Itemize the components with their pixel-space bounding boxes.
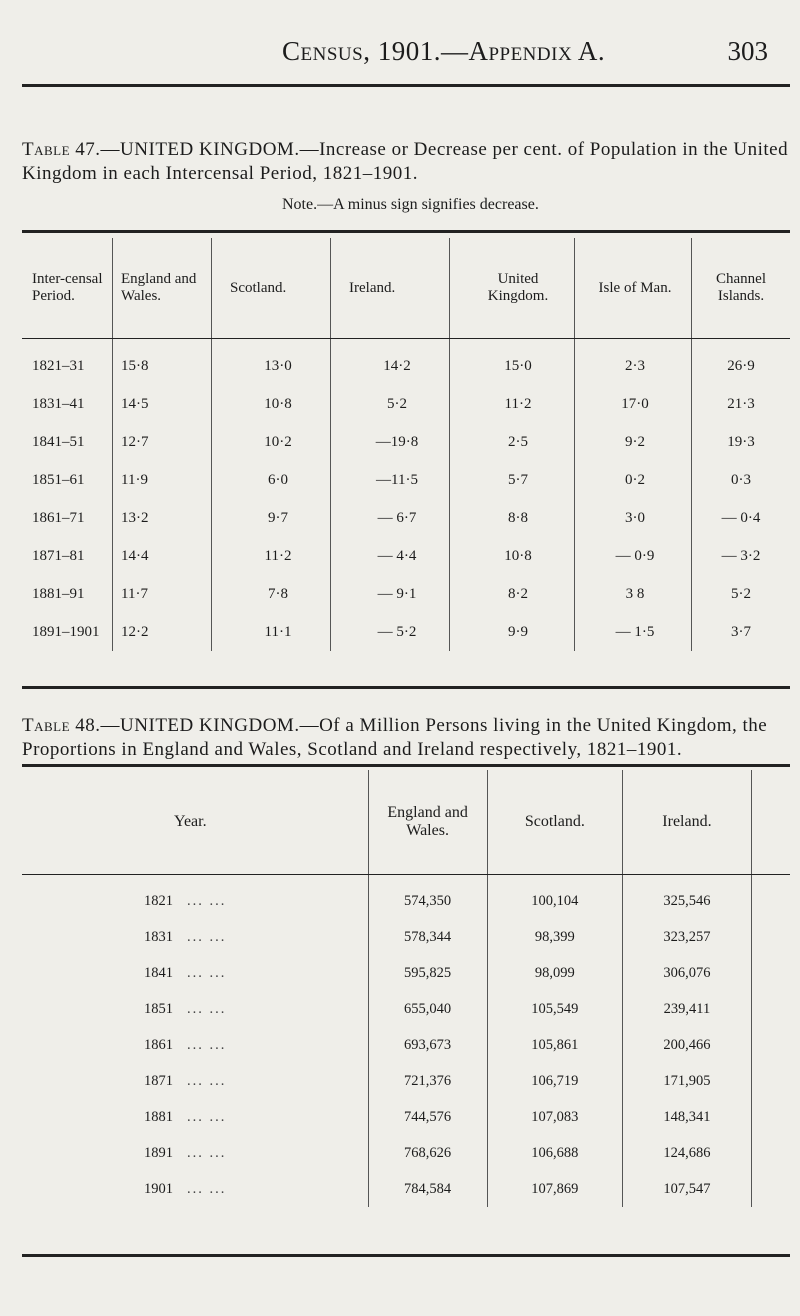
value-cell: 124,686	[623, 1135, 752, 1171]
value-cell: 9·2	[575, 423, 692, 461]
year-value: 1831	[144, 928, 173, 945]
table-row	[22, 339, 790, 386]
year-value: 1871	[144, 1072, 173, 1089]
table48-label: Table 48.—	[22, 715, 121, 736]
value-cell: —19·8	[331, 423, 450, 461]
value-cell: 14·4	[113, 537, 212, 575]
value-cell: 768,626	[368, 1135, 487, 1171]
year-cell	[22, 1135, 368, 1171]
value-cell: 105,549	[487, 991, 623, 1027]
col-header: Scotland.	[487, 770, 623, 875]
value-cell: 12·7	[113, 423, 212, 461]
value-cell: 11·7	[113, 575, 212, 613]
value-cell: 105,861	[487, 1027, 623, 1063]
value-cell: 325,546	[623, 875, 752, 920]
table47-label: Table 47.—	[22, 139, 121, 160]
value-cell: — 5·2	[331, 613, 450, 651]
year-cell	[22, 919, 368, 955]
value-cell: 106,719	[487, 1063, 623, 1099]
value-cell: 17·0	[575, 385, 692, 423]
value-cell: 6·0	[212, 461, 331, 499]
value-cell: 323,257	[623, 919, 752, 955]
table-row	[22, 613, 790, 651]
value-cell: — 0·9	[575, 537, 692, 575]
table48-title: UNITED KINGDOM.—Of a Million Persons living in the United Kingdom, the Proportions in England and Wales, Scotland and Ireland respectively, 1821–1901.	[22, 715, 768, 760]
year-value: 1851	[144, 1000, 173, 1017]
leader-dots: ... ...	[187, 1108, 227, 1125]
col-header: Inter-censal Period.	[22, 238, 113, 339]
value-cell: 171,905	[623, 1063, 752, 1099]
year-cell	[22, 955, 368, 991]
table-row	[22, 1099, 790, 1135]
year-value: 1861	[144, 1036, 173, 1053]
value-cell: — 1·5	[575, 613, 692, 651]
col-header: Ireland.	[623, 770, 752, 875]
col-header: Year.	[22, 770, 368, 875]
col-header: United Kingdom.	[450, 238, 575, 339]
value-cell: 200,466	[623, 1027, 752, 1063]
value-cell: 9·9	[450, 613, 575, 651]
value-cell: 8·2	[450, 575, 575, 613]
value-cell: 578,344	[368, 919, 487, 955]
col-spacer	[751, 1135, 790, 1171]
value-cell: 2·5	[450, 423, 575, 461]
value-cell: 655,040	[368, 991, 487, 1027]
table-row	[22, 423, 790, 461]
value-cell: 107,869	[487, 1171, 623, 1207]
running-title: Census, 1901.—Appendix A.	[282, 36, 606, 66]
leader-dots: ... ...	[187, 1144, 227, 1161]
value-cell: 306,076	[623, 955, 752, 991]
leader-dots: ... ...	[187, 1000, 227, 1017]
value-cell: — 4·4	[331, 537, 450, 575]
value-cell: 26·9	[692, 339, 791, 386]
value-cell: 13·2	[113, 499, 212, 537]
leader-dots: ... ...	[187, 964, 227, 981]
period-cell: 1821–31	[32, 357, 85, 374]
col-header: England and Wales.	[113, 238, 212, 339]
table-row	[22, 1135, 790, 1171]
value-cell: 239,411	[623, 991, 752, 1027]
col-spacer	[751, 955, 790, 991]
table-row	[22, 919, 790, 955]
value-cell: 3·7	[692, 613, 791, 651]
value-cell: 693,673	[368, 1027, 487, 1063]
value-cell: 148,341	[623, 1099, 752, 1135]
col-header: Ireland.	[331, 238, 450, 339]
table48-header-row	[22, 770, 790, 875]
value-cell: 107,547	[623, 1171, 752, 1207]
value-cell: 98,099	[487, 955, 623, 991]
table-row	[22, 1063, 790, 1099]
col-spacer	[751, 991, 790, 1027]
col-spacer	[751, 1063, 790, 1099]
value-cell: 744,576	[368, 1099, 487, 1135]
value-cell: 15·8	[113, 339, 212, 386]
value-cell: 13·0	[212, 339, 331, 386]
top-rule	[22, 84, 790, 87]
table-row	[22, 537, 790, 575]
value-cell: 11·1	[212, 613, 331, 651]
leader-dots: ... ...	[187, 892, 227, 909]
year-cell	[22, 1171, 368, 1207]
value-cell: 10·8	[212, 385, 331, 423]
value-cell: — 3·2	[692, 537, 791, 575]
year-value: 1891	[144, 1144, 173, 1161]
table48-top-rule	[22, 764, 790, 767]
value-cell: 15·0	[450, 339, 575, 386]
year-value: 1901	[144, 1180, 173, 1197]
value-cell: 5·2	[331, 385, 450, 423]
table-row	[22, 1171, 790, 1207]
value-cell: 21·3	[692, 385, 791, 423]
value-cell: 595,825	[368, 955, 487, 991]
col-spacer	[751, 1171, 790, 1207]
value-cell: 10·8	[450, 537, 575, 575]
table47-bottom-rule	[22, 686, 790, 689]
period-cell: 1881–91	[32, 585, 85, 602]
period-cell: 1861–71	[32, 509, 85, 526]
value-cell: 9·7	[212, 499, 331, 537]
period-cell: 1831–41	[32, 395, 85, 412]
value-cell: 0·3	[692, 461, 791, 499]
table47	[22, 238, 790, 651]
col-header: Isle of Man.	[575, 238, 692, 339]
running-head	[0, 36, 800, 70]
table47-top-rule	[22, 230, 790, 233]
leader-dots: ... ...	[187, 1180, 227, 1197]
value-cell: 11·2	[450, 385, 575, 423]
year-cell	[22, 991, 368, 1027]
value-cell: 8·8	[450, 499, 575, 537]
table-row	[22, 499, 790, 537]
col-spacer	[751, 919, 790, 955]
year-value: 1841	[144, 964, 173, 981]
value-cell: 100,104	[487, 875, 623, 920]
value-cell: 5·2	[692, 575, 791, 613]
leader-dots: ... ...	[187, 1072, 227, 1089]
value-cell: 11·2	[212, 537, 331, 575]
period-cell: 1871–81	[32, 547, 85, 564]
col-spacer	[751, 875, 790, 920]
col-header: England and Wales.	[368, 770, 487, 875]
col-spacer	[751, 1027, 790, 1063]
value-cell: — 0·4	[692, 499, 791, 537]
table47-header-row	[22, 238, 790, 339]
period-cell: 1841–51	[32, 433, 85, 450]
col-header: Scotland.	[212, 238, 331, 339]
value-cell: 7·8	[212, 575, 331, 613]
table48	[22, 770, 790, 1207]
value-cell: — 6·7	[331, 499, 450, 537]
value-cell: 14·2	[331, 339, 450, 386]
col-spacer	[751, 770, 790, 875]
value-cell: — 9·1	[331, 575, 450, 613]
value-cell: 10·2	[212, 423, 331, 461]
value-cell: 11·9	[113, 461, 212, 499]
value-cell: 574,350	[368, 875, 487, 920]
leader-dots: ... ...	[187, 928, 227, 945]
col-header: Channel Islands.	[692, 238, 791, 339]
table-row	[22, 875, 790, 920]
value-cell: 3 8	[575, 575, 692, 613]
table47-title: UNITED KINGDOM.—Increase or Decrease per cent. of Population in the United Kingdom in each Intercensal Period, 1821–1901.	[22, 139, 789, 184]
year-value: 1821	[144, 892, 173, 909]
value-cell: 0·2	[575, 461, 692, 499]
table48-caption	[22, 714, 792, 762]
year-cell	[22, 1027, 368, 1063]
table-row	[22, 461, 790, 499]
table47-caption	[22, 138, 792, 186]
year-cell	[22, 1063, 368, 1099]
table-row	[22, 385, 790, 423]
table47-note: Note.—A minus sign signifies decrease.	[282, 196, 539, 213]
table-row	[22, 991, 790, 1027]
year-cell	[22, 875, 368, 920]
value-cell: 5·7	[450, 461, 575, 499]
value-cell: 784,584	[368, 1171, 487, 1207]
table48-bottom-rule	[22, 1254, 790, 1257]
value-cell: 107,083	[487, 1099, 623, 1135]
period-cell: 1851–61	[32, 471, 85, 488]
value-cell: 19·3	[692, 423, 791, 461]
year-value: 1881	[144, 1108, 173, 1125]
value-cell: —11·5	[331, 461, 450, 499]
period-cell: 1891–1901	[32, 623, 100, 640]
table-row	[22, 955, 790, 991]
page-number: 303	[727, 36, 768, 66]
value-cell: 98,399	[487, 919, 623, 955]
table-row	[22, 1027, 790, 1063]
leader-dots: ... ...	[187, 1036, 227, 1053]
value-cell: 3·0	[575, 499, 692, 537]
value-cell: 12·2	[113, 613, 212, 651]
table-row	[22, 575, 790, 613]
value-cell: 106,688	[487, 1135, 623, 1171]
value-cell: 2·3	[575, 339, 692, 386]
col-spacer	[751, 1099, 790, 1135]
value-cell: 14·5	[113, 385, 212, 423]
value-cell: 721,376	[368, 1063, 487, 1099]
year-cell	[22, 1099, 368, 1135]
